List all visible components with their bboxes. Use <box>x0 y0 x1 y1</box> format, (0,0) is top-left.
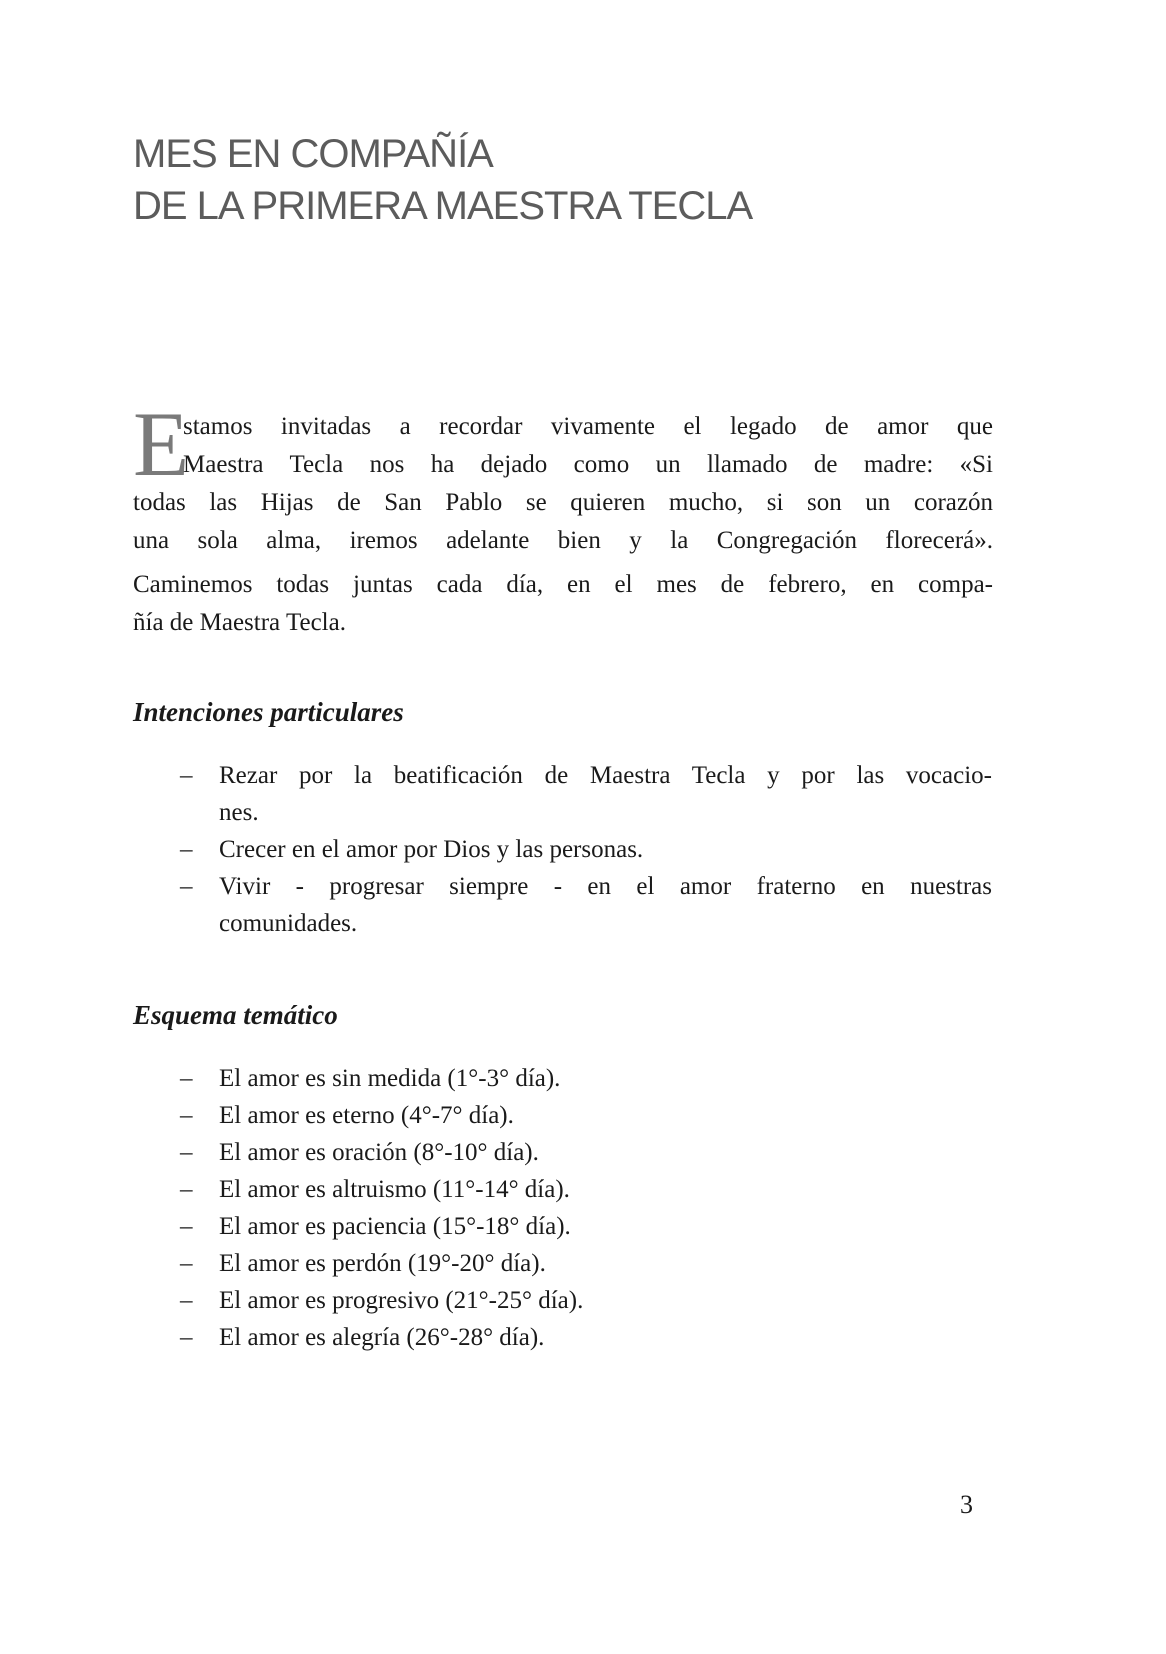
intro-line: una sola alma, iremos adelante bien y la Congregación florecerá». <box>133 527 993 554</box>
list-item-text: Rezar por la beatificación de Maestra Tecla y por las vocacio- <box>219 762 992 789</box>
esquema-heading: Esquema temático <box>133 1000 338 1030</box>
list-item <box>180 1097 992 1134</box>
dash-bullet: – <box>180 762 193 789</box>
list-item-text: El amor es oración (8°-10° día). <box>219 1139 539 1166</box>
page-number: 3 <box>960 1490 973 1519</box>
dash-bullet: – <box>180 1213 193 1240</box>
list-item-text: El amor es sin medida (1°-3° día). <box>219 1065 561 1092</box>
list-item-text: Crecer en el amor por Dios y las personas. <box>219 836 644 863</box>
dash-bullet: – <box>180 1176 193 1203</box>
page-title <box>133 128 752 232</box>
dash-bullet: – <box>180 1102 193 1129</box>
intro-line: todas las Hijas de San Pablo se quieren mucho, si son un corazón <box>133 489 993 516</box>
list-item-text: El amor es progresivo (21°-25° día). <box>219 1287 584 1314</box>
list-item <box>180 1319 992 1356</box>
intro-line: stamos invitadas a recordar vivamente el legado de amor que <box>183 413 993 440</box>
list-item <box>180 1134 992 1171</box>
list-item <box>180 757 992 831</box>
dash-bullet: – <box>180 1287 193 1314</box>
list-item <box>180 1282 992 1319</box>
intenciones-list <box>180 757 992 942</box>
list-item <box>180 831 992 868</box>
dash-bullet: – <box>180 1250 193 1277</box>
paragraph-line: ñía de Maestra Tecla. <box>133 609 346 636</box>
list-item-text: El amor es perdón (19°-20° día). <box>219 1250 546 1277</box>
intro-paragraph <box>133 408 993 560</box>
list-item-text: El amor es eterno (4°-7° día). <box>219 1102 514 1129</box>
dash-bullet: – <box>180 836 193 863</box>
list-item-text: nes. <box>219 799 259 826</box>
drop-cap: E <box>133 393 190 495</box>
list-item <box>180 1245 992 1282</box>
title-line-1: MES EN COMPAÑÍA <box>133 132 493 176</box>
intenciones-heading: Intenciones particulares <box>133 697 404 727</box>
intro-line: Maestra Tecla nos ha dejado como un llamado de madre: «Si <box>183 451 993 478</box>
second-paragraph <box>133 566 993 642</box>
list-item-text: Vivir - progresar siempre - en el amor fraterno en nuestras <box>219 873 992 900</box>
list-item <box>180 1208 992 1245</box>
list-item <box>180 1171 992 1208</box>
list-item-text: El amor es altruismo (11°-14° día). <box>219 1176 570 1203</box>
dash-bullet: – <box>180 873 193 900</box>
paragraph-line: Caminemos todas juntas cada día, en el mes de febrero, en compa- <box>133 571 993 598</box>
list-item <box>180 1060 992 1097</box>
list-item-text: comunidades. <box>219 910 358 937</box>
list-item <box>180 868 992 942</box>
dash-bullet: – <box>180 1065 193 1092</box>
dash-bullet: – <box>180 1139 193 1166</box>
list-item-text: El amor es alegría (26°-28° día). <box>219 1324 545 1351</box>
list-item-text: El amor es paciencia (15°-18° día). <box>219 1213 571 1240</box>
dash-bullet: – <box>180 1324 193 1351</box>
title-line-2: DE LA PRIMERA MAESTRA TECLA <box>133 184 753 228</box>
esquema-list <box>180 1060 992 1356</box>
